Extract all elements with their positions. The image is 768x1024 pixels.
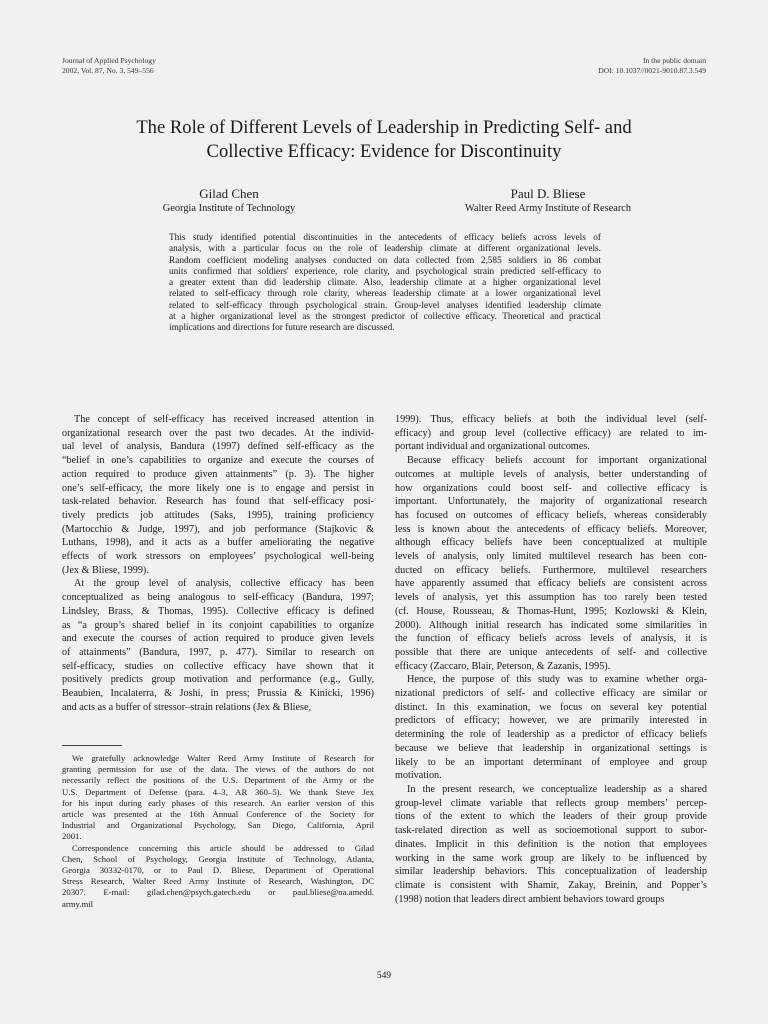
author-block: [440, 186, 656, 215]
footnote-line: necessarily reflect the positions of the U.S. Department of the Army or the: [62, 775, 374, 786]
body-line: important. Unfortunately, the majority of organizational research: [395, 496, 707, 508]
abstract-line: This study identified potential discontinuities in the antecedents of efficacy beliefs across levels of: [169, 233, 601, 243]
body-line: ual level of analysis, Bandura (1997) defined self-efficacy as the: [62, 441, 374, 453]
body-line: working in the same work group are likely to be influenced by: [395, 852, 707, 864]
body-line: have apparently assumed that efficacy beliefs are consistent across: [395, 578, 707, 590]
body-line: (1998) notion that leaders direct ambient behaviors toward groups: [395, 893, 665, 905]
footnotes: [62, 753, 374, 910]
author-affiliation: Georgia Institute of Technology: [162, 203, 296, 214]
body-line: (Martocchio & Judge, 1997), and job performance (Stajkovic &: [62, 523, 374, 535]
body-line: and execute the courses of action required to produce given levels: [62, 633, 374, 645]
body-line: motivation.: [395, 770, 442, 782]
body-line: levels of analysis, only limited multilevel research has been con-: [395, 551, 707, 563]
body-line: tively predicts job attitudes (Saks, 1995), training proficiency: [62, 509, 374, 521]
body-line: and acts as a buffer of stressor–strain relations (Jex & Bliese,: [62, 701, 312, 713]
abstract-line: analysis, with a particular focus on the role of leadership climate at different organizational levels.: [169, 244, 601, 255]
body-line: The concept of self-efficacy has received increased attention in: [74, 414, 374, 425]
body-line: dinates. Implicit in this definition is the notion that employees: [395, 838, 707, 850]
body-line: although efficacy beliefs have been conceptualized at multiple: [395, 537, 707, 549]
body-line: less is known about the antecedents of efficacy beliefs. Moreover,: [395, 523, 707, 535]
body-line: distinct. In this examination, we focus on several key potential: [395, 701, 707, 713]
body-line: how organizations could boost self- and collective efficacy is: [395, 482, 707, 494]
abstract-line: related to self-efficacy through psychological strain. Group-level analyses identified leadership climate: [169, 300, 601, 311]
footnote-rule: [62, 745, 122, 746]
body-line: similar leadership behaviors. This conceptualization of leadership: [395, 866, 707, 878]
body-line: conceptualized as being analogous to self-efficacy (Bandura, 1997;: [62, 592, 374, 604]
body-line: “belief in one’s capabilities to organize and execute the courses of: [62, 455, 374, 467]
abstract-line: Random coefficient modeling analyses conducted on data collected from 2,585 soldiers in 86 combat: [169, 255, 601, 266]
body-line: outcomes at multiple levels of analysis, better understanding of: [395, 468, 707, 480]
body-line: Beaubien, Incalaterra, & Joshi, in press; Prussia & Kinicki, 1996): [62, 688, 374, 700]
footnote-line: U.S. Department of Defense (para. 4–3, AR 360–5). We thank Steve Jex: [62, 786, 374, 797]
abstract-line: implications and directions for future research are discussed.: [169, 323, 395, 334]
body-line: of attainments” (Bandura, 1997, p. 477). Similar to research on: [62, 646, 374, 658]
rights-header: [598, 56, 706, 75]
body-line: action required to produce given attainments” (p. 3). The higher: [62, 468, 374, 480]
body-line: because we believe that leadership in organizational settings is: [395, 742, 707, 754]
body-line: the function of efficacy beliefs across levels of analysis, it is: [395, 633, 707, 645]
footnote-line: granting permission for use of the data. The views of the authors do not: [62, 764, 374, 775]
body-line: ducted on efficacy beliefs. Furthermore, multilevel researchers: [395, 564, 707, 576]
footnote-line: Industrial and Organizational Psychology, San Diego, California, April: [62, 820, 374, 831]
body-line: task-related behavior. Research has found that self-efficacy posi-: [62, 496, 374, 508]
footnote-line: Georgia 30332-0170, or to Paul D. Bliese, Department of Operational: [62, 865, 374, 876]
body-line: levels of analysis, yet this assumption has too rarely been tested: [395, 592, 707, 604]
footnote-line: Stress Research, Walter Reed Army Institute of Research, Washington, DC: [62, 876, 374, 887]
body-line: (Jex & Bliese, 1999).: [62, 564, 149, 576]
body-line: tions of the extent to which the leaders of their group provide: [395, 811, 707, 823]
body-line: likely to be an important determinant of employee and group: [395, 756, 707, 768]
page-number: 549: [376, 971, 392, 981]
author-block: [140, 186, 318, 215]
body-line: self-efficacy, studies on collective efficacy have shown that it: [62, 660, 374, 672]
volume-info: 2002, Vol. 87, No. 3, 549–556: [62, 65, 154, 75]
footnote-line: Chen, School of Psychology, Georgia Institute of Technology, Atlanta,: [62, 853, 374, 864]
body-line: 2000). Although initial research has indicated some similarities in: [395, 619, 707, 631]
body-line: efficacy) and group level (collective efficacy) are related to im-: [395, 427, 707, 439]
body-line: (cf. House, Rousseau, & Thomas-Hunt, 1995; Kozlowski & Klein,: [395, 605, 707, 617]
body-line: as “a group’s shared belief in its conjoint capabilities to organize: [62, 619, 374, 631]
footnote-line: 2001.: [62, 831, 82, 842]
body-line: 1999). Thus, efficacy beliefs at both the individual level (self-: [395, 414, 707, 425]
body-line: efficacy (Zaccaro, Blair, Peterson, & Zazanis, 1995).: [395, 660, 611, 672]
body-line: Because efficacy beliefs account for important organizational: [407, 455, 707, 467]
body-line: task-related direction as well as socioemotional support to subor-: [395, 825, 707, 837]
journal-name: Journal of Applied Psychology: [62, 56, 156, 65]
footnote-line: army.mil: [62, 898, 94, 909]
abstract: [169, 233, 601, 335]
body-line: climate is consistent with Shamir, Zakay, Breinin, and Popper’s: [395, 879, 707, 891]
footnote-line: Correspondence concerning this article should be addressed to Gilad: [72, 842, 374, 853]
abstract-line: a greater extent than did leadership climate. Also, leadership climate at a higher organizational level: [169, 278, 601, 289]
journal-header: [62, 56, 156, 75]
abstract-line: units confirmed that soldiers' experience, role clarity, and psychological strain predicted self-efficacy to: [169, 266, 601, 277]
body-line: Hence, the purpose of this study was to examine whether orga-: [407, 674, 707, 686]
body-line: portant individual and organizational outcomes.: [395, 441, 590, 453]
body-line: positively predicts group motivation and performance (e.g., Gully,: [62, 674, 374, 686]
doi: DOI: 10.1037//0021-9010.87.3.549: [598, 65, 706, 75]
author-name: Paul D. Bliese: [510, 186, 586, 201]
body-line: organizational research over the past two decades. At the individ-: [62, 427, 374, 439]
abstract-line: at a higher organizational level as the strongest predictor of collective efficacy. Theoretical and practical: [169, 312, 601, 323]
footnote-line: for his input during early phases of this research. An earlier version of this: [62, 797, 374, 808]
body-line: Lindsley, Brass, & Thomas, 1995). Collective efficacy is defined: [62, 605, 374, 617]
body-line: nizational predictors of self- and collective efficacy are similar or: [395, 688, 707, 700]
body-line: possible that there are unique antecedents of self- and collective: [395, 646, 707, 658]
title-line: The Role of Different Levels of Leadership in Predicting Self- and: [136, 117, 632, 138]
author-affiliation: Walter Reed Army Institute of Research: [464, 203, 632, 214]
footnote-line: 20307. E-mail: gilad.chen@psych.gatech.edu or paul.bliese@na.amedd.: [62, 887, 374, 898]
author-name: Gilad Chen: [199, 186, 259, 201]
body-line: predictors of efficacy; however, we are primarily interested in: [395, 715, 707, 727]
rights-notice: In the public domain: [642, 56, 706, 65]
title-line: Collective Efficacy: Evidence for Discontinuity: [206, 141, 562, 162]
body-line: Luthans, 1998), and it acts as a buffer ameliorating the negative: [62, 537, 374, 549]
body-line: At the group level of analysis, collective efficacy has been: [74, 578, 374, 590]
abstract-line: related to self-efficacy through role clarity, whereas leadership climate at a lower organizational level: [169, 289, 601, 300]
body-line: one’s self-efficacy, the more likely one is to engage and persist in: [62, 482, 374, 494]
body-line: In the present research, we conceptualize leadership as a shared: [407, 783, 707, 795]
body-line: group-level climate variable that reflects group members’ percep-: [395, 797, 707, 809]
body-column-left: [62, 413, 374, 714]
footnote-line: article was presented at the 16th Annual Conference of the Society for: [62, 809, 374, 820]
body-line: effects of work stressors on employees’ psychological well-being: [62, 551, 374, 563]
body-column-right: [395, 413, 707, 906]
body-line: determining the role of leadership as a predictor of efficacy beliefs: [395, 729, 707, 741]
article-title: [62, 116, 706, 164]
footnote-line: We gratefully acknowledge Walter Reed Army Institute of Research for: [72, 753, 374, 763]
body-line: has focused on outcomes of efficacy beliefs, whereas considerably: [395, 509, 707, 521]
